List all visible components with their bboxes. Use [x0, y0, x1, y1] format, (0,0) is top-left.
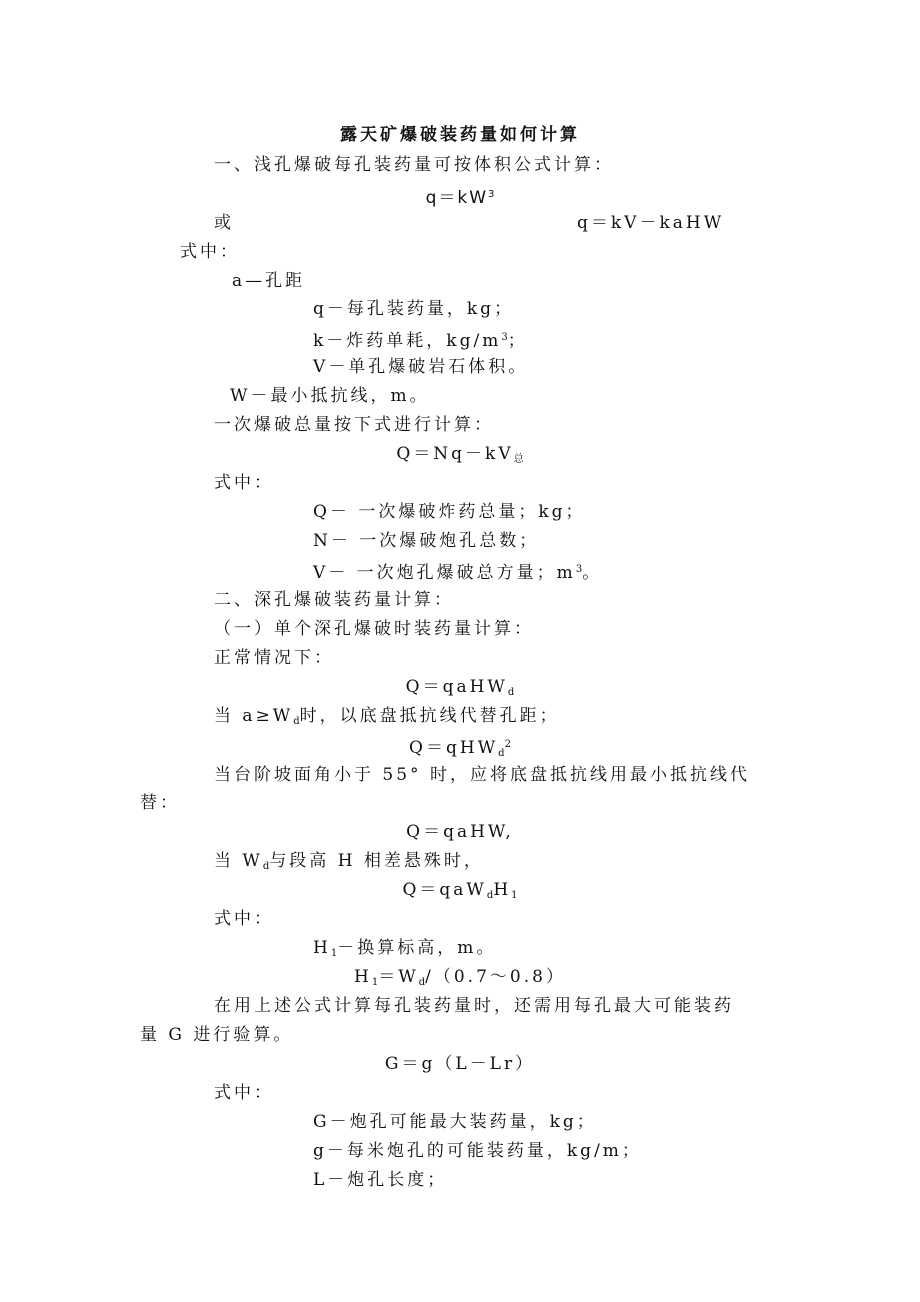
check-paragraph-line1: 在用上述公式计算每孔装药量时，还需用每孔最大可能装药 — [214, 996, 734, 1016]
gvar-g: g－每米炮孔的可能装药量，kg/m； — [313, 1141, 642, 1161]
formula-total: $Q=Nq-kV_总$ — [396, 444, 524, 465]
formula-qawdh1: $Q=qaW_dH_1$ — [402, 880, 518, 901]
tvar-V: V－ 一次炮孔爆破总方量；$m^3$。 — [313, 563, 603, 583]
formula-q-kw3: $q=kW^3$ — [425, 188, 495, 208]
formula-qahw: Q＝qaHW, — [406, 822, 514, 842]
var-v: V－单孔爆破岩石体积。 — [313, 357, 529, 377]
var-q: q－每孔装药量，kg； — [313, 299, 515, 319]
subsection1-heading: （一）单个深孔爆破时装药量计算： — [214, 619, 534, 639]
tvar-N: N－ 一次爆破炮孔总数； — [313, 531, 540, 551]
var-w: W－最小抵抗线，m。 — [230, 386, 430, 406]
formula-qahwd: Q＝qaHW$_d$ — [405, 677, 515, 698]
formula-q-kv: q＝kV－kaHW — [577, 213, 725, 233]
normal-case-label: 正常情况下： — [214, 648, 334, 668]
page-title: 露天矿爆破装药量如何计算 — [340, 125, 580, 145]
condition-slope-line1: 当台阶坡面角小于 55° 时，应将底盘抵抗线用最小抵抗线代 — [214, 765, 750, 785]
condition-a-ge-wd: 当 $a\ge W_d$时，以底盘抵抗线代替孔距； — [214, 706, 560, 727]
section2-heading: 二、深孔爆破装药量计算： — [214, 590, 454, 610]
gvar-L: L－炮孔长度； — [313, 1170, 448, 1190]
var-h1: $H_1-$换算标高，m。 — [313, 938, 497, 959]
formula-qhwd2: Q＝qHW$_d^2$ — [409, 738, 511, 759]
where-label: 式中： — [180, 242, 240, 262]
condition-slope-line2: 替： — [140, 793, 180, 813]
or-label: 或 — [214, 213, 234, 233]
formula-h1: $H_1=W_d/(0.7\sim 0.8)$ — [354, 967, 566, 988]
check-paragraph-line2: 量 G 进行验算。 — [140, 1025, 294, 1045]
where-label-2: 式中： — [214, 473, 274, 493]
total-heading: 一次爆破总量按下式进行计算： — [214, 415, 494, 435]
tvar-Q: Q－ 一次爆破炸药总量；kg； — [313, 502, 586, 522]
where-label-3: 式中： — [214, 909, 274, 929]
gvar-G: G－炮孔可能最大装药量，kg； — [313, 1112, 597, 1132]
var-k: k－炸药单耗，$kg/m^3$； — [313, 331, 528, 351]
where-label-4: 式中： — [214, 1083, 274, 1103]
formula-g: G＝g（L－Lr） — [384, 1054, 536, 1074]
section1-heading: 一、浅孔爆破每孔装药量可按体积公式计算： — [214, 155, 614, 175]
var-a: a—孔距 — [232, 271, 306, 291]
condition-wd-h: 当 $W_d$与段高 H 相差悬殊时， — [214, 851, 484, 872]
